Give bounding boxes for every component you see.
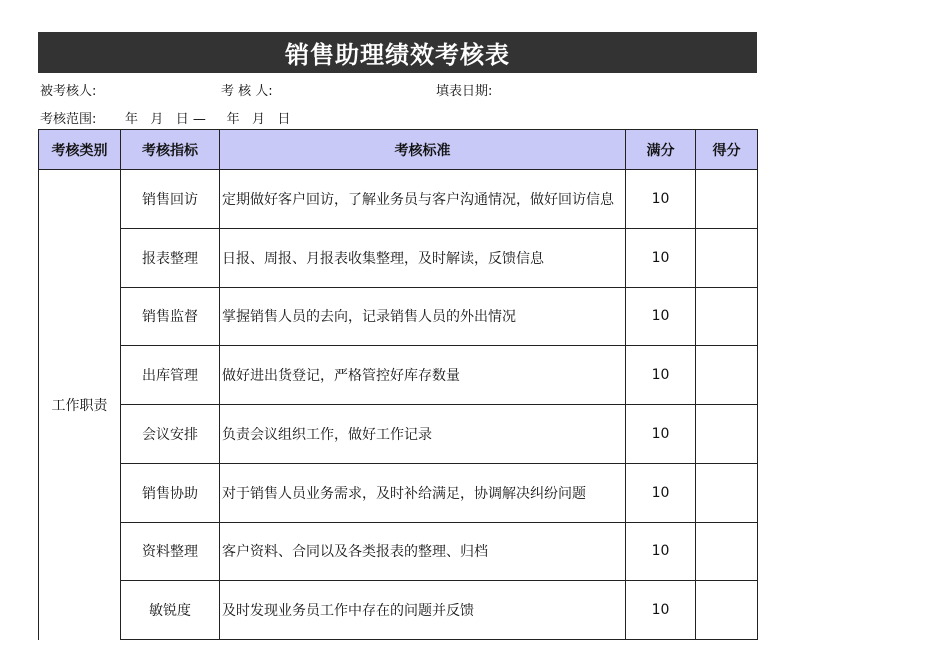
indicator-cell: 销售协助 [121,463,220,522]
score-cell[interactable] [696,522,758,581]
header-category: 考核类别 [39,130,121,170]
score-cell[interactable] [696,346,758,405]
full-score-cell: 10 [626,287,696,346]
score-cell[interactable] [696,405,758,464]
header-score: 得分 [696,130,758,170]
score-cell[interactable] [696,228,758,287]
table-header-row [39,130,758,170]
standard-cell: 日报、周报、月报表收集整理，及时解读，反馈信息 [220,228,626,287]
indicator-cell: 敏锐度 [121,581,220,640]
standard-cell: 客户资料、合同以及各类报表的整理、归档 [220,522,626,581]
full-score-cell: 10 [626,228,696,287]
full-score-cell: 10 [626,170,696,229]
header-full-score: 满分 [626,130,696,170]
score-cell[interactable] [696,463,758,522]
table-row [39,463,758,522]
assessment-range-label: 考核范围: [40,112,97,127]
examinee-label: 被考核人: [40,84,97,99]
standard-cell: 对于销售人员业务需求，及时补给满足，协调解决纠纷问题 [220,463,626,522]
indicator-cell: 出库管理 [121,346,220,405]
examiner-label: 考 核 人: [221,84,273,99]
table-row [39,581,758,640]
full-score-cell: 10 [626,405,696,464]
full-score-cell: 10 [626,522,696,581]
assessment-range-value: 年 月 日 — 年 月 日 [125,112,291,127]
header-indicator: 考核指标 [121,130,220,170]
fill-date-label: 填表日期: [436,84,493,99]
table-row [39,228,758,287]
table-row [39,170,758,229]
full-score-cell: 10 [626,346,696,405]
standard-cell: 定期做好客户回访，了解业务员与客户沟通情况，做好回访信息 [220,170,626,229]
table-row [39,346,758,405]
full-score-cell: 10 [626,463,696,522]
header-standard: 考核标准 [220,130,626,170]
standard-cell: 负责会议组织工作，做好工作记录 [220,405,626,464]
score-cell[interactable] [696,581,758,640]
standard-cell: 及时发现业务员工作中存在的问题并反馈 [220,581,626,640]
table-row [39,522,758,581]
sheet-title: 销售助理绩效考核表 [38,32,757,73]
indicator-cell: 会议安排 [121,405,220,464]
score-cell[interactable] [696,287,758,346]
assessment-table [38,129,758,640]
indicator-cell: 资料整理 [121,522,220,581]
full-score-cell: 10 [626,581,696,640]
indicator-cell: 销售回访 [121,170,220,229]
indicator-cell: 报表整理 [121,228,220,287]
indicator-cell: 销售监督 [121,287,220,346]
score-cell[interactable] [696,170,758,229]
table-row [39,405,758,464]
standard-cell: 做好进出货登记，严格管控好库存数量 [220,346,626,405]
standard-cell: 掌握销售人员的去向，记录销售人员的外出情况 [220,287,626,346]
table-row [39,287,758,346]
category-cell: 工作职责 [39,170,121,640]
